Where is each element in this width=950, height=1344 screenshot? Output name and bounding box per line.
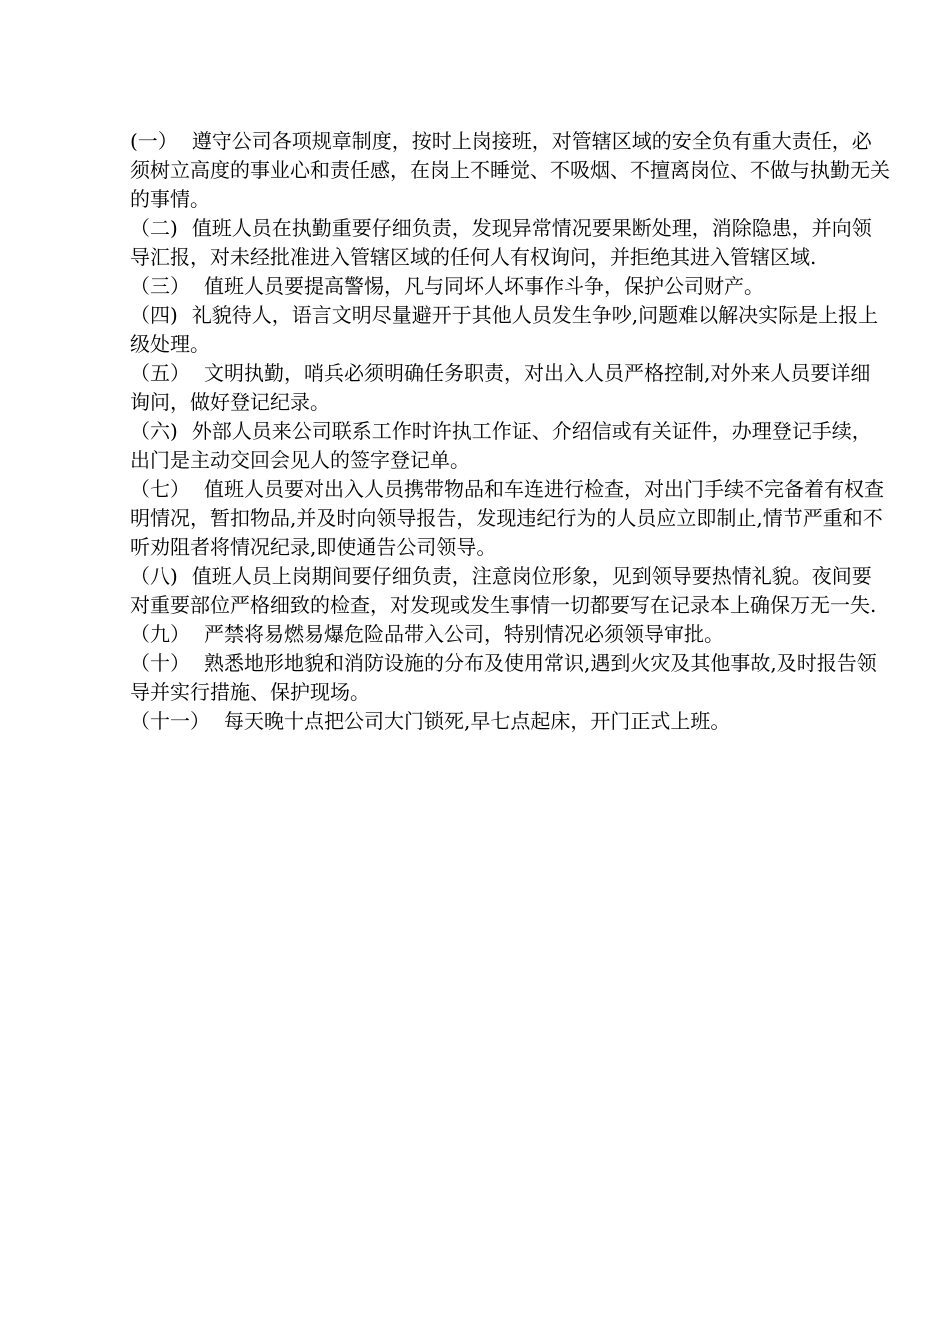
rule-text: 值班人员要提高警惕，凡与同坏人坏事作斗争，保护公司财产。	[204, 274, 764, 298]
rule-text: 文明执勤，哨兵必须明确任务职责，对出入人员严格控制,对外来人员要详细询问，做好登记纪录。	[130, 361, 871, 414]
rule-number: （十）	[130, 651, 190, 675]
rule-number: （六)	[130, 419, 178, 443]
rule-text: 礼貌待人，语言文明尽量避开于其他人员发生争吵,问题难以解决实际是上报上级处理。	[130, 303, 879, 356]
rule-text: 严禁将易燃易爆危险品带入公司，特别情况必须领导审批。	[204, 622, 724, 646]
rule-number: （七）	[130, 477, 190, 501]
rule-item-5	[130, 359, 890, 417]
rule-number: (一）	[130, 129, 178, 153]
rule-text: 遵守公司各项规章制度，按时上岗接班，对管辖区域的安全负有重大责任，必须树立高度的事业心和责任感，在岗上不睡觉、不吸烟、不擅离岗位、不做与执勤无关的事情。	[130, 129, 890, 211]
rule-number: （二)	[130, 216, 178, 240]
rule-number: （四)	[130, 303, 178, 327]
rule-item-10	[130, 649, 890, 707]
rule-number: （九）	[130, 622, 190, 646]
rule-number: （八)	[130, 564, 178, 588]
rule-item-6	[130, 417, 890, 475]
rule-number: （三）	[130, 274, 190, 298]
rule-item-9	[130, 620, 890, 649]
rule-text: 值班人员上岗期间要仔细负责，注意岗位形象，见到领导要热情礼貌。夜间要对重要部位严格细致的检查，对发现或发生事情一切都要写在记录本上确保万无一失.	[130, 564, 877, 617]
rule-text: 外部人员来公司联系工作时许执工作证、介绍信或有关证件，办理登记手续，出门是主动交回会见人的签字登记单。	[130, 419, 872, 472]
rules-list	[130, 127, 890, 736]
rule-item-3	[130, 272, 890, 301]
rule-item-4	[130, 301, 890, 359]
rule-text: 每天晚十点把公司大门锁死,早七点起床，开门正式上班。	[224, 709, 731, 733]
rule-number: （五）	[130, 361, 190, 385]
rule-item-8	[130, 562, 890, 620]
rule-item-7	[130, 475, 890, 562]
rule-item-2	[130, 214, 890, 272]
rule-text: 值班人员要对出入人员携带物品和车连进行检查，对出门手续不完备着有权查明情况，暂扣物品,并及时向领导报告，发现违纪行为的人员应立即制止,情节严重和不听劝阻者将情况纪录,即使通告公司领导。	[130, 477, 884, 559]
rule-item-1	[130, 127, 890, 214]
rule-text: 熟悉地形地貌和消防设施的分布及使用常识,遇到火灾及其他事故,及时报告领导并实行措施、保护现场。	[130, 651, 877, 704]
rule-item-11	[130, 707, 890, 736]
rule-text: 值班人员在执勤重要仔细负责，发现异常情况要果断处理，消除隐患，并向领导汇报，对未经批准进入管辖区域的任何人有权询问，并拒绝其进入管辖区域.	[130, 216, 872, 269]
rule-number: （十一）	[130, 709, 210, 733]
